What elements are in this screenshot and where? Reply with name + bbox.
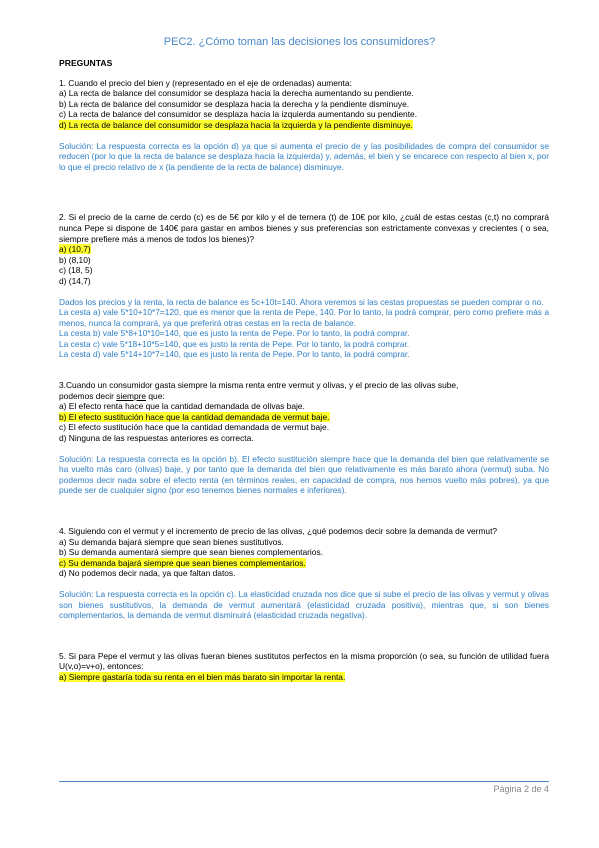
q5-answer-highlight: a) Siempre gastaría toda su renta en el bien más barato sin importar la renta. [59, 671, 346, 682]
footer-divider [59, 781, 549, 782]
q3-stem: 3.Cuando un consumidor gasta siempre la misma renta entre vermut y olivas, y el precio de las olivas sube, [59, 380, 459, 391]
q4-option-b: b) Su demanda aumentará siempre que sean bienes complementarios. [59, 547, 323, 558]
q1-option-c: c) La recta de balance del consumidor se desplaza hacia la izquierda aumentando su pendiente. [59, 109, 418, 120]
question-4 [59, 526, 549, 621]
question-5 [59, 651, 549, 683]
q2-solution-d: La cesta d) vale 5*14+10*7=140, que es justo la renta de Pepe. Por lo tanto, la podrá comprar. [59, 349, 410, 360]
q3-option-a: a) El efecto renta hace que la cantidad demandada de olivas baje. [59, 401, 305, 412]
question-2 [59, 212, 549, 360]
q2-option-b: b) (8,10) [59, 254, 91, 265]
q3-stem-line-2: podemos decir siempre que: [59, 390, 165, 401]
q3-answer-highlight: b) El efecto sustitución hace que la cantidad demandada de vermut baje. [59, 411, 330, 422]
q2-solution-a: La cesta a) vale 5*10+10*7=120, que es menor que la renta de Pepe, 140. Por lo tanto, la podrá comprar, pero como prefiere más a menos, nunca la comprará, ya que preferirá otras cestas en la recta de balance. [59, 307, 549, 328]
q1-stem: 1. Cuando el precio del bien y (representado en el eje de ordenadas) aumenta: [59, 77, 352, 88]
q3-solution: Solución: La respuesta correcta es la opción b). El efecto sustitución siempre hace que la demanda del bien que relativamente se ha vuelto más caro (olivas) baje, y por tanto que la demanda del bien que relativamente es más barato ahora (vermut) suba. No podemos decir nada sobre el efecto renta (en términos reales, en capacidad de compra, nos hemos vuelto más pobres), ya que puede ser de cualquier signo (por eso tenemos bienes normales e inferiores). [59, 453, 549, 496]
q2-option-c: c) (18, 5) [59, 265, 93, 276]
q4-answer-highlight: c) Su demanda bajará siempre que sean bienes complementarios. [59, 557, 306, 568]
section-heading: PREGUNTAS [59, 58, 113, 68]
q1-option-b: b) La recta de balance del consumidor se desplaza hacia la derecha y la pendiente disminuye. [59, 98, 410, 109]
q4-solution: Solución: La respuesta correcta es la opción c). La elasticidad cruzada nos dice que si sube el precio de las olivas y vermut y olivas son bienes sustitutivos, la demanda de vermut aumentará (elasticidad cruzada positiva), mientras que, si son bienes complementarios, la demanda de vermut disminuirá (elasticidad cruzada negativa). [59, 588, 549, 621]
q1-solution: Solución: La respuesta correcta es la opción d) ya que si aumenta el precio de y las posibilidades de compra del consumidor se reducen (por lo que la recta de balance se desplaza hacia la izquierda) y, además, el bien y se encarece con respecto al bien x, por lo que el precio relativo de x (la pendiente de la recta de balance) disminuye. [59, 140, 549, 172]
q3-option-c: c) El efecto sustitución hace que la cantidad demandada de vermut baje. [59, 422, 330, 433]
q4-option-a: a) Su demanda bajará siempre que sean bienes sustitutivos. [59, 536, 284, 547]
document-body [59, 58, 549, 683]
q2-solution-b: La cesta b) vale 5*8+10*10=140, que es justo la renta de Pepe. Por lo tanto, la podrá comprar. [59, 328, 410, 339]
q2-answer-highlight: a) (10,7) [59, 244, 91, 255]
q4-stem: 4. Siguiendo con el vermut y el incremento de precio de las olivas, ¿qué podemos decir sobre la demanda de vermut? [59, 526, 498, 536]
question-1 [59, 78, 549, 173]
q4-option-d: d) No podemos decir nada, ya que faltan datos. [59, 568, 236, 579]
q2-option-d: d) (14,7) [59, 275, 91, 286]
page-title: PEC2. ¿Cómo toman las decisiones los consumidores? [163, 36, 436, 48]
q2-solution-intro: Dados los precios y la renta, la recta de balance es 5c+10t=140. Ahora veremos si las cestas propuestas se pueden comprar o no. [59, 296, 544, 307]
q5-stem: 5. Si para Pepe el vermut y las olivas fueran bienes sustitutos perfectos en la misma proporción (o sea, su función de utilidad fuera U(v,o)=v+o), entonces: [59, 650, 549, 672]
q1-answer-highlight: d) La recta de balance del consumidor se desplaza hacia la izquierda y la pendiente disminuye. [59, 119, 413, 130]
question-3 [59, 380, 549, 496]
page-number: Página 2 de 4 [493, 784, 549, 794]
q2-solution-c: La cesta c) vale 5*18+10*5=140, que es justo la renta de Pepe. Por lo tanto, la podrá comprar. [59, 338, 410, 349]
q3-option-d: d) Ninguna de las respuestas anteriores es correcta. [59, 433, 254, 444]
q2-stem: 2. Si el precio de la carne de cerdo (c) es de 5€ por kilo y el de ternera (t) de 10€ por kilo, ¿cuál de estas cestas (c,t) no comprará nunca Pepe si dispone de 140€ para gastar en ambos bienes y sus preferencias son estrictamente convexas y crecientes ( o sea, siempre prefiere más a menos de todos los bienes)? [59, 212, 549, 244]
q3-stem-underlined: siempre [116, 390, 147, 401]
q1-option-a: a) La recta de balance del consumidor se desplaza hacia la derecha aumentando su pendiente. [59, 88, 414, 99]
